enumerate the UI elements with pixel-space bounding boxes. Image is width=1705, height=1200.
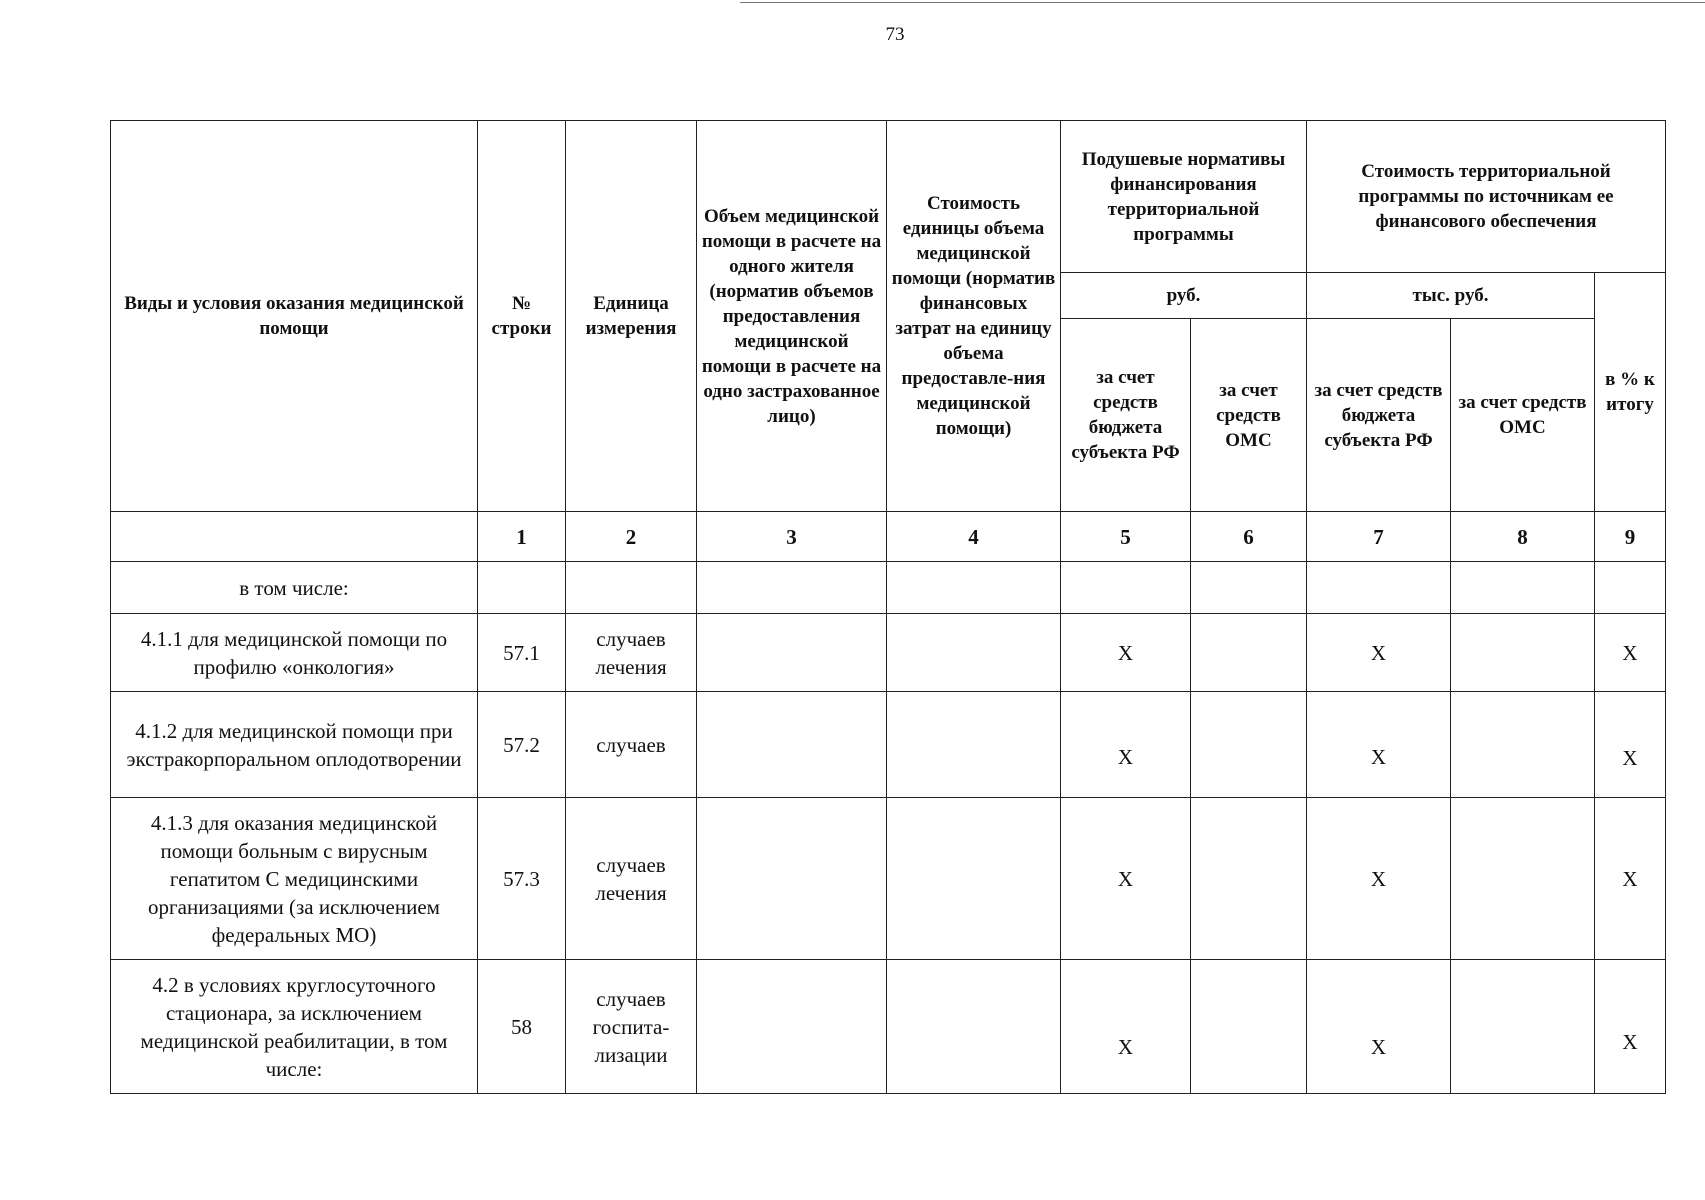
table-row: [111, 614, 1666, 692]
row-cost: [887, 692, 1061, 798]
row-unit: случаев госпита-лизации: [566, 960, 697, 1094]
row-cost: [887, 960, 1061, 1094]
row-oms-per-capita: [1191, 960, 1307, 1094]
row-oms-cost: [1451, 798, 1595, 960]
row-volume: [697, 614, 887, 692]
financing-table: [110, 120, 1666, 1094]
row-oms-cost: [1451, 614, 1595, 692]
row-name: 4.1.1 для медицинской помощи по профилю «онкология»: [111, 614, 478, 692]
row-volume: [697, 692, 887, 798]
header-budget-subject-2: за счет средств бюджета субъекта РФ: [1307, 319, 1451, 512]
row-budget-per-capita: X: [1061, 798, 1191, 960]
header-unit: Единица измерения: [566, 121, 697, 512]
row-number: [478, 562, 566, 614]
row-number: 58: [478, 960, 566, 1094]
row-cost: [887, 614, 1061, 692]
row-budget-per-capita: X: [1061, 614, 1191, 692]
header-volume: Объем медицинской помощи в расчете на одного жителя (норматив объемов предоставления медицинской помощи в расчете на одно застрахованное лицо): [697, 121, 887, 512]
column-number: 1: [478, 512, 566, 562]
row-percent: X: [1595, 798, 1666, 960]
row-unit: [566, 562, 697, 614]
column-number: 3: [697, 512, 887, 562]
row-oms-per-capita: [1191, 614, 1307, 692]
row-budget-per-capita: X: [1061, 692, 1191, 798]
row-budget-cost: X: [1307, 960, 1451, 1094]
column-number: 8: [1451, 512, 1595, 562]
header-cost: Стоимость единицы объема медицинской помощи (норматив финансовых затрат на единицу объема предоставле-ния медицинской помощи): [887, 121, 1061, 512]
column-numbers-row: [111, 512, 1666, 562]
row-name: в том числе:: [111, 562, 478, 614]
column-number: 6: [1191, 512, 1307, 562]
row-volume: [697, 562, 887, 614]
row-name: 4.1.2 для медицинской помощи при экстракорпоральном оплодотворении: [111, 692, 478, 798]
row-volume: [697, 960, 887, 1094]
row-number: 57.2: [478, 692, 566, 798]
row-oms-cost: [1451, 960, 1595, 1094]
row-name: 4.1.3 для оказания медицинской помощи больным с вирусным гепатитом С медицинскими организациями (за исключением федеральных МО): [111, 798, 478, 960]
header-percent: в % к итогу: [1595, 273, 1666, 512]
top-rule: [740, 2, 1705, 3]
header-program-cost: Стоимость территориальной программы по источникам ее финансового обеспечения: [1307, 121, 1666, 273]
row-number: 57.1: [478, 614, 566, 692]
row-percent: [1595, 562, 1666, 614]
column-number-empty: [111, 512, 478, 562]
row-name: 4.2 в условиях круглосуточного стационара, за исключением медицинской реабилитации, в том числе:: [111, 960, 478, 1094]
row-percent: X: [1595, 692, 1666, 798]
row-budget-per-capita: [1061, 562, 1191, 614]
column-number: 2: [566, 512, 697, 562]
header-oms-2: за счет средств ОМС: [1451, 319, 1595, 512]
row-unit: случаев: [566, 692, 697, 798]
row-budget-cost: [1307, 562, 1451, 614]
row-cost: [887, 798, 1061, 960]
row-percent: X: [1595, 614, 1666, 692]
row-budget-cost: X: [1307, 692, 1451, 798]
row-oms-per-capita: [1191, 798, 1307, 960]
table-row: [111, 798, 1666, 960]
row-oms-per-capita: [1191, 692, 1307, 798]
page-number: 73: [885, 24, 905, 45]
header-vid: Виды и условия оказания медицинской помощи: [111, 121, 478, 512]
header-oms: за счет средств ОМС: [1191, 319, 1307, 512]
header-budget-subject: за счет средств бюджета субъекта РФ: [1061, 319, 1191, 512]
column-number: 5: [1061, 512, 1191, 562]
table-row: [111, 692, 1666, 798]
row-budget-cost: X: [1307, 798, 1451, 960]
row-budget-per-capita: X: [1061, 960, 1191, 1094]
row-oms-cost: [1451, 692, 1595, 798]
row-percent: X: [1595, 960, 1666, 1094]
row-unit: случаев лечения: [566, 798, 697, 960]
row-volume: [697, 798, 887, 960]
row-cost: [887, 562, 1061, 614]
column-number: 7: [1307, 512, 1451, 562]
table-row: [111, 562, 1666, 614]
row-number: 57.3: [478, 798, 566, 960]
header-thous-rub: тыс. руб.: [1307, 273, 1595, 319]
column-number: 4: [887, 512, 1061, 562]
header-row-number: № строки: [478, 121, 566, 512]
header-rub: руб.: [1061, 273, 1307, 319]
row-unit: случаев лечения: [566, 614, 697, 692]
row-oms-per-capita: [1191, 562, 1307, 614]
row-oms-cost: [1451, 562, 1595, 614]
row-budget-cost: X: [1307, 614, 1451, 692]
table-row: [111, 960, 1666, 1094]
column-number: 9: [1595, 512, 1666, 562]
header-per-capita: Подушевые нормативы финансирования территориальной программы: [1061, 121, 1307, 273]
